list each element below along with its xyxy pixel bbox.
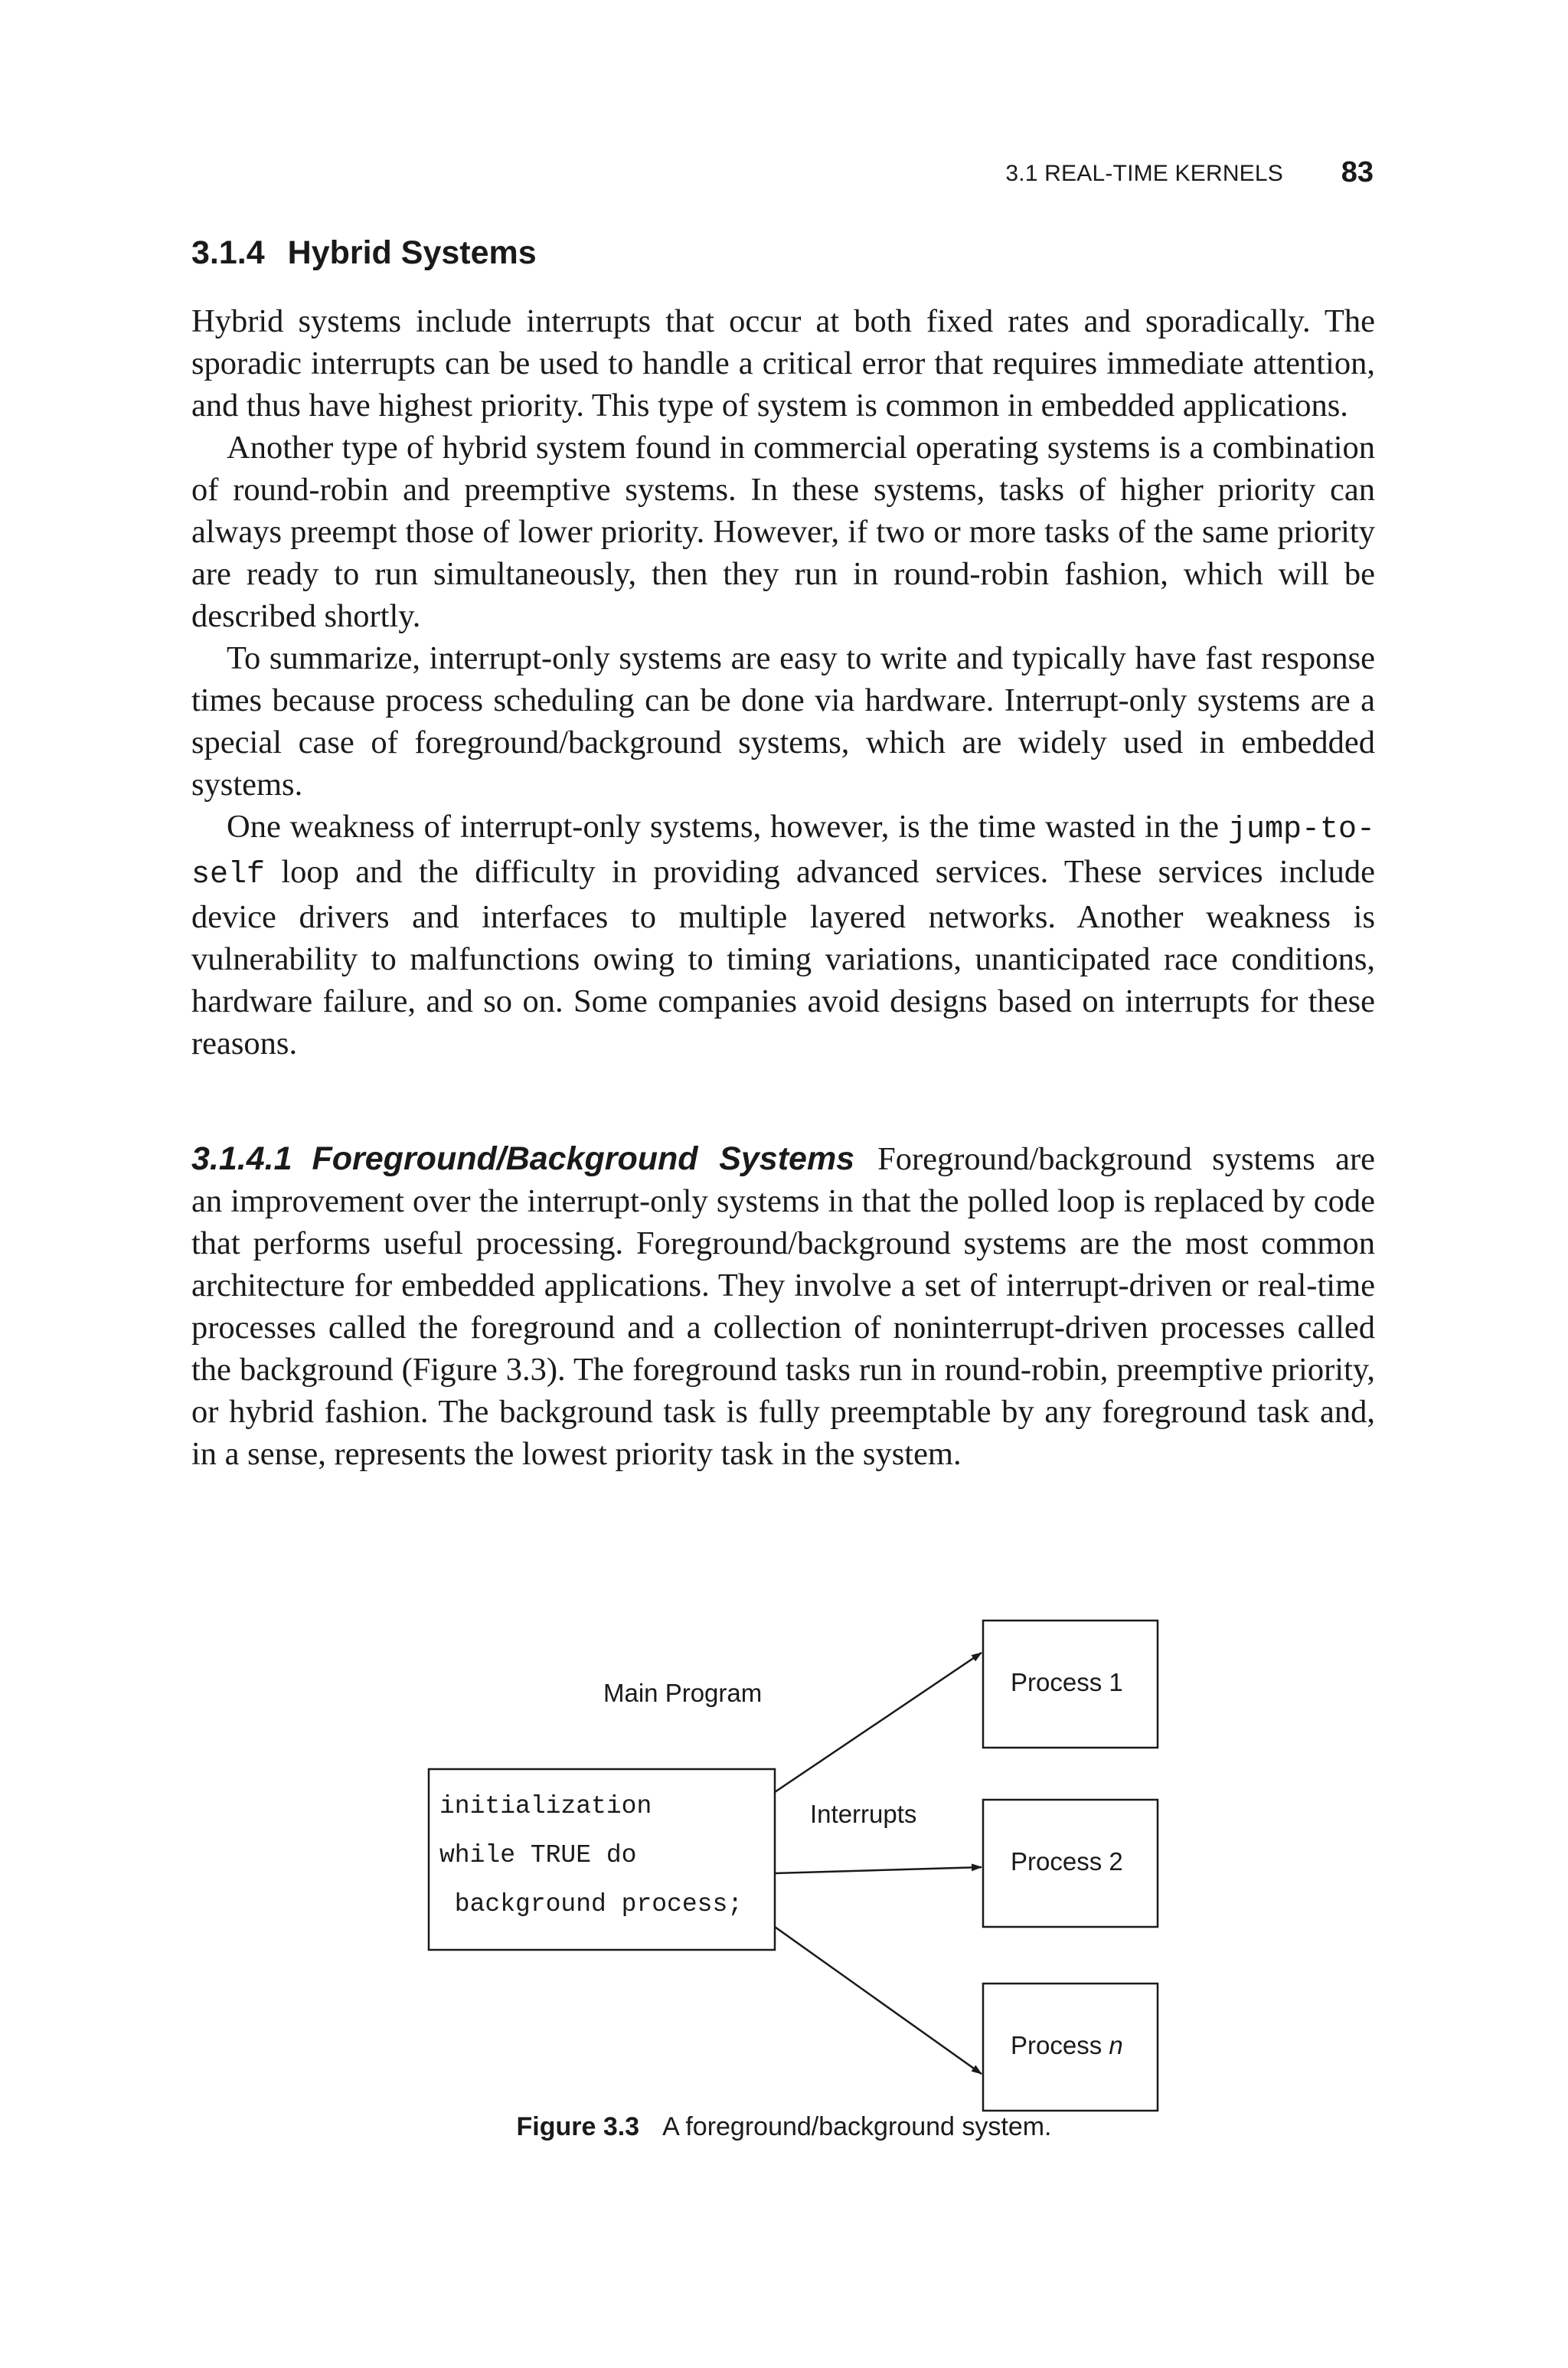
page-number: 83 bbox=[1341, 156, 1374, 188]
subsection-text: Foreground/background systems are an improvement over the interrupt-only systems in that the polled loop is replaced by code that performs useful processing. Foreground/background systems are the most common architecture for embedded applications. They involve a set of interrupt-driven or real-time processes called the foreground and a collection of noninterrupt-driven processes called the background (Figure 3.3). The foreground tasks run in round-robin, preemptive priority, or hybrid fashion. The background task is fully preemptable by any foreground task and, in a sense, represents the lowest priority task in the system. bbox=[191, 1141, 1375, 1472]
process-n-variable: n bbox=[1109, 2031, 1123, 2059]
subsection-number: 3.1.4.1 bbox=[191, 1140, 292, 1177]
inline-code-jump-to-self: jump-to-self bbox=[191, 813, 1375, 892]
arrow-to-process-n bbox=[775, 1927, 982, 2074]
section-number: 3.1.4 bbox=[191, 234, 265, 271]
figure-caption-text: A foreground/background system. bbox=[662, 2112, 1052, 2141]
process-n-label bbox=[1011, 2031, 1123, 2060]
figure-caption bbox=[0, 2112, 1568, 2142]
process-n-prefix: Process bbox=[1011, 2031, 1102, 2059]
paragraph-2: Another type of hybrid system found in commercial operating systems is a combination of round-robin and preemptive systems. In these systems, tasks of higher priority can always preempt those of lower priority. However, if two or more tasks of the same priority are ready to run simultaneously, then they run in round-robin fashion, which will be described shortly. bbox=[191, 430, 1375, 634]
section-title: Hybrid Systems bbox=[287, 234, 537, 271]
figure-caption-label: Figure 3.3 bbox=[516, 2112, 640, 2141]
paragraph-4-rest: loop and the difficulty in providing advanced services. These services include device drivers and interfaces to multiple layered networks. Another weakness is vulnerability to malfunctions owing to timing variations, unanticipated race conditions, hardware failure, and so on. Some companies avoid designs based on interrupts for these reasons. bbox=[191, 854, 1375, 1061]
process-2-label: Process 2 bbox=[1011, 1847, 1123, 1876]
main-program-label: Main Program bbox=[603, 1679, 763, 1707]
paragraph-4-lead: One weakness of interrupt-only systems, however, is the time wasted in the bbox=[227, 809, 1219, 845]
code-line-while: while TRUE do bbox=[439, 1841, 637, 1869]
code-line-initialization: initialization bbox=[439, 1792, 652, 1820]
paragraph-1: Hybrid systems include interrupts that occur at both fixed rates and sporadically. The sporadic interrupts can be used to handle a critical error that requires immediate attention, and thus have highest priority. This type of system is common in embedded applications. bbox=[191, 303, 1375, 424]
subsection-heading bbox=[191, 1140, 854, 1177]
arrow-to-process-2 bbox=[775, 1867, 982, 1873]
process-1-label: Process 1 bbox=[1011, 1668, 1123, 1696]
section-heading bbox=[191, 234, 537, 272]
subsection-body bbox=[191, 1138, 1375, 1475]
section-body bbox=[191, 300, 1375, 1065]
interrupts-label: Interrupts bbox=[810, 1800, 917, 1828]
code-line-background: background process; bbox=[439, 1890, 743, 1918]
running-header-section: 3.1 REAL-TIME KERNELS bbox=[1005, 161, 1283, 186]
paragraph-3: To summarize, interrupt-only systems are easy to write and typically have fast response times because process scheduling can be done via hardware. Interrupt-only systems are a special case of foreground/background systems, which are widely used in embedded systems. bbox=[191, 640, 1375, 803]
subsection-title: Foreground/Background Systems bbox=[312, 1140, 855, 1177]
arrow-to-process-1 bbox=[775, 1653, 982, 1792]
subsection-paragraph bbox=[191, 1138, 1375, 1475]
running-header bbox=[919, 156, 1374, 190]
paragraph-4 bbox=[191, 806, 1375, 1065]
figure-foreground-background bbox=[413, 1578, 1179, 2160]
